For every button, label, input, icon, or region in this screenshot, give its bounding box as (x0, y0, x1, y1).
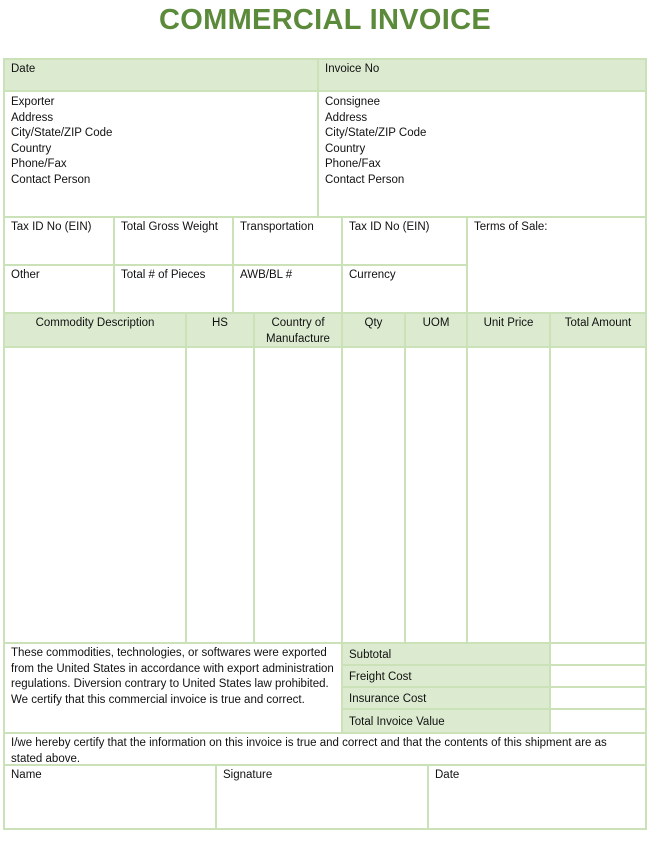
transportation-label: Transportation (240, 221, 314, 233)
date-field[interactable] (3, 58, 319, 92)
commodity-header-label: Commodity Description (35, 317, 155, 329)
certification-text: I/we hereby certify that the information on this invoice is true and correct and that the contents of this shipment are as stated above. (11, 737, 607, 765)
exporter-city-label: City/State/ZIP Code (11, 127, 113, 139)
total-value-label: Total Invoice Value (349, 716, 445, 728)
insurance-value[interactable] (549, 686, 647, 710)
consignee-tax-id-field[interactable] (341, 216, 468, 266)
insurance-label: Insurance Cost (349, 693, 427, 705)
country-column[interactable] (253, 346, 343, 644)
signoff-date-field[interactable] (427, 764, 647, 830)
date-label: Date (11, 63, 36, 75)
name-field[interactable] (3, 764, 217, 830)
qty-column[interactable] (341, 346, 406, 644)
qty-header (341, 312, 406, 348)
total-gross-weight-label: Total Gross Weight (121, 221, 218, 233)
uom-header (404, 312, 468, 348)
certification-statement (3, 732, 647, 766)
exporter-contact-label: Contact Person (11, 173, 91, 186)
unit-price-column[interactable] (466, 346, 551, 644)
export-statement-text: These commodities, technologies, or softwares were exported from the United States in accordance with export administration regulations. Diversion contrary to United States law prohibited. We certify that this commercial invoice is true and correct. (11, 647, 334, 706)
subtotal-label-cell (341, 642, 551, 666)
name-label: Name (11, 769, 42, 781)
terms-of-sale-field[interactable] (466, 216, 647, 314)
awb-bl-label: AWB/BL # (240, 269, 293, 281)
subtotal-value[interactable] (549, 642, 647, 666)
consignee-contact-label: Contact Person (325, 173, 405, 186)
qty-header-label: Qty (364, 317, 383, 329)
exporter-phone-label: Phone/Fax (11, 158, 67, 170)
total-pieces-label: Total # of Pieces (121, 269, 206, 281)
transportation-field[interactable] (232, 216, 343, 266)
consignee-phone-label: Phone/Fax (325, 158, 381, 170)
hs-header (185, 312, 255, 348)
insurance-label-cell (341, 686, 551, 710)
commodity-header (3, 312, 187, 348)
consignee-block[interactable] (317, 90, 647, 218)
total-value-label-cell (341, 708, 551, 734)
freight-value[interactable] (549, 664, 647, 688)
total-gross-weight-field[interactable] (113, 216, 234, 266)
consignee-tax-id-label: Tax ID No (EIN) (349, 221, 430, 233)
hs-header-label: HS (212, 317, 228, 329)
freight-label-cell (341, 664, 551, 688)
uom-header-label: UOM (422, 317, 450, 329)
invoice-title: COMMERCIAL INVOICE (159, 4, 491, 36)
freight-label: Freight Cost (349, 671, 412, 683)
commodity-column[interactable] (3, 346, 187, 644)
exporter-address-label: Address (11, 111, 54, 124)
exporter-block[interactable] (3, 90, 319, 218)
total-pieces-field[interactable] (113, 264, 234, 314)
subtotal-label: Subtotal (349, 649, 392, 661)
other-field[interactable] (3, 264, 115, 314)
total-value-value[interactable] (549, 708, 647, 734)
other-label: Other (11, 269, 40, 281)
signature-field[interactable] (215, 764, 429, 830)
unit-price-header (466, 312, 551, 348)
exporter-tax-id-field[interactable] (3, 216, 115, 266)
terms-of-sale-label: Terms of Sale: (474, 221, 548, 233)
awb-bl-field[interactable] (232, 264, 343, 314)
hs-column[interactable] (185, 346, 255, 644)
exporter-label: Exporter (11, 96, 55, 108)
total-amount-column[interactable] (549, 346, 647, 644)
consignee-label: Consignee (325, 96, 380, 108)
total-amount-header (549, 312, 647, 348)
uom-column[interactable] (404, 346, 468, 644)
total-amount-header-label: Total Amount (564, 317, 632, 329)
invoice-no-field[interactable] (317, 58, 647, 92)
currency-field[interactable] (341, 264, 468, 314)
consignee-address-label: Address (325, 111, 368, 124)
export-statement (3, 642, 343, 734)
country-header-line2: Manufacture (266, 332, 330, 345)
signature-label: Signature (223, 769, 273, 781)
country-of-manufacture-header (253, 312, 343, 348)
country-header-line1: Country of (271, 317, 325, 329)
invoice-no-label: Invoice No (325, 63, 380, 75)
exporter-tax-id-label: Tax ID No (EIN) (11, 221, 92, 233)
signoff-date-label: Date (435, 769, 460, 781)
unit-price-header-label: Unit Price (483, 317, 534, 329)
exporter-country-label: Country (11, 142, 52, 155)
currency-label: Currency (349, 269, 396, 281)
consignee-city-label: City/State/ZIP Code (325, 127, 427, 139)
consignee-country-label: Country (325, 142, 366, 155)
